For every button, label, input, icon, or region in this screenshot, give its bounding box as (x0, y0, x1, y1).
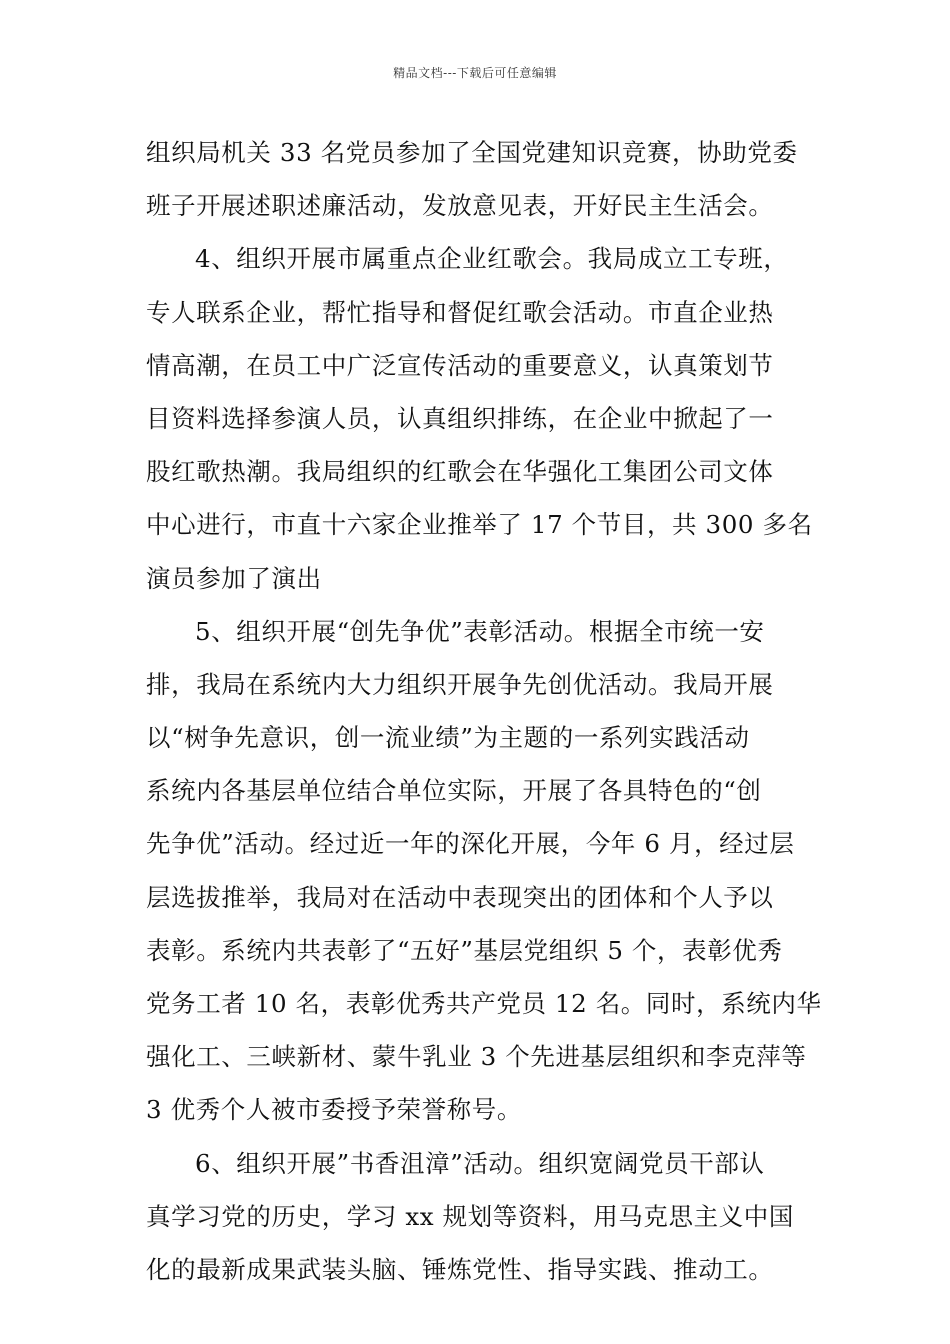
text-line: 排，我局在系统内大力组织开展争先创优活动。我局开展 (146, 669, 774, 699)
text-line: 班子开展述职述廉活动，发放意见表，开好民主生活会。 (146, 191, 774, 221)
text-line: 演员参加了演出 (146, 563, 322, 593)
text-line: 3 优秀个人被市委授予荣誉称号。 (146, 1095, 522, 1125)
paragraph-item-4: 4、组织开展市属重点企业红歌会。我局成立工专班， (195, 244, 789, 274)
text-line: 组织局机关 33 名党员参加了全国党建知识竞赛，协助党委 (146, 138, 798, 167)
paragraph-item-6: 6、组织开展”书香沮漳”活动。组织宽阔党员干部认 (195, 1148, 765, 1178)
text-line: 以“树争先意识，创一流业绩”为主题的一系列实践活动 (146, 723, 750, 753)
text-line: 层选拔推举，我局对在活动中表现突出的团体和个人予以 (146, 882, 774, 912)
text-line: 先争优”活动。经过近一年的深化开展，今年 6 月，经过层 (146, 829, 795, 859)
text-line: 情高潮，在员工中广泛宣传活动的重要意义，认真策划节 (146, 350, 774, 380)
text-line: 强化工、三峡新材、蒙牛乳业 3 个先进基层组织和李克萍等 (146, 1042, 807, 1072)
text-line: 中心进行，市直十六家企业推举了 17 个节目，共 300 多名 (146, 510, 813, 540)
text-line: 表彰。系统内共表彰了“五好”基层党组织 5 个，表彰优秀 (146, 935, 783, 965)
text-line: 专人联系企业，帮忙指导和督促红歌会活动。市直企业热 (146, 297, 774, 327)
text-line: 党务工者 10 名，表彰优秀共产党员 12 名。同时，系统内华 (146, 989, 822, 1018)
text-line: 股红歌热潮。我局组织的红歌会在华强化工集团公司文体 (146, 457, 774, 487)
text-line: 目资料选择参演人员，认真组织排练，在企业中掀起了一 (146, 403, 774, 433)
paragraph-item-5: 5、组织开展“创先争优”表彰活动。根据全市统一安 (195, 616, 765, 646)
document-body (146, 126, 822, 1296)
text-line: 系统内各基层单位结合单位实际，开展了各具特色的“创 (146, 776, 762, 806)
text-line: 真学习党的历史，学习 xx 规划等资料，用马克思主义中国 (146, 1201, 795, 1231)
page-header: 精品文档---下载后可任意编辑 (393, 66, 557, 80)
text-line: 化的最新成果武装头脑、锤炼党性、指导实践、推动工。 (146, 1254, 774, 1284)
